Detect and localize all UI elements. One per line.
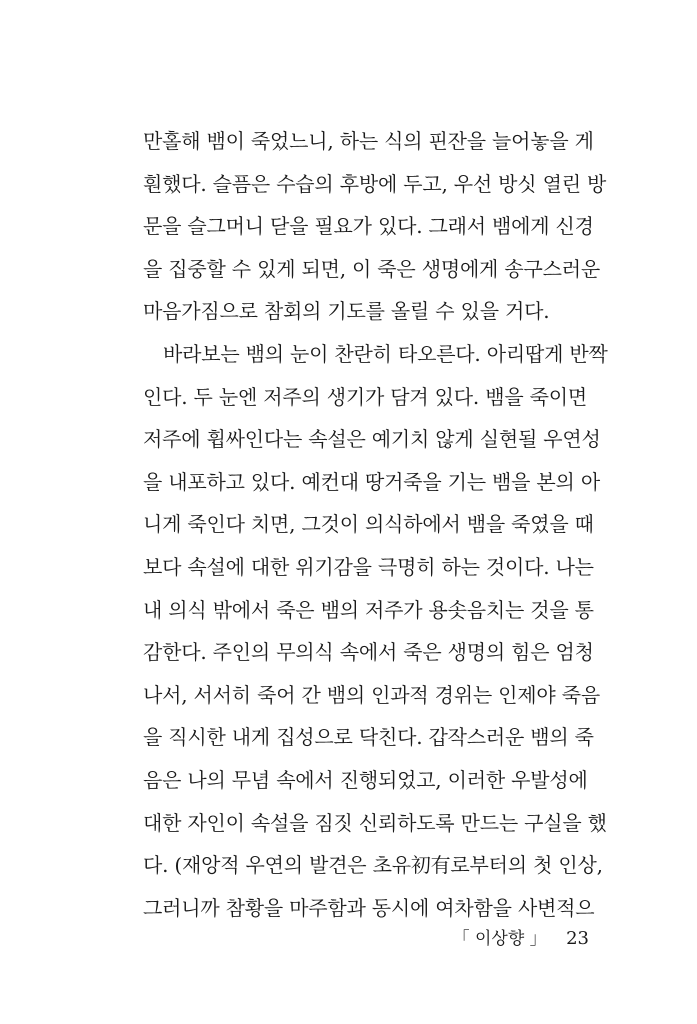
text-line: 내 의식 밖에서 죽은 뱀의 저주가 용솟음치는 것을 통 xyxy=(143,597,594,622)
text-line: 그러니까 참황을 마주함과 동시에 여차함을 사변적으 xyxy=(143,895,595,920)
text-line: 문을 슬그머니 닫을 필요가 있다. 그래서 뱀에게 신경 xyxy=(143,214,594,239)
text-line: 인다. 두 눈엔 저주의 생기가 담겨 있다. 뱀을 죽이면 xyxy=(143,384,587,409)
page-footer xyxy=(453,924,589,949)
body-text xyxy=(143,120,608,929)
text-line: 바라보는 뱀의 눈이 찬란히 타오른다. 아리땁게 반짝 xyxy=(163,341,608,366)
text-line: 만홀해 뱀이 죽었느니, 하는 식의 핀잔을 늘어놓을 게 xyxy=(143,129,594,153)
text-line: 다. (재앙적 우연의 발견은 초유初有로부터의 첫 인상, xyxy=(143,853,603,878)
text-line: 나서, 서서히 죽어 간 뱀의 인과적 경위는 인제야 죽음 xyxy=(143,682,600,707)
text-line: 음은 나의 무념 속에서 진행되었고, 이러한 우발성에 xyxy=(143,767,588,792)
running-title: 「 이상향 」 xyxy=(452,929,547,949)
text-line: 보다 속설에 대한 위기감을 극명히 하는 것이다. 나는 xyxy=(143,554,594,579)
text-line: 니게 죽인다 치면, 그것이 의식하에서 뱀을 죽였을 때 xyxy=(143,512,594,537)
text-line: 감한다. 주인의 무의식 속에서 죽은 생명의 힘은 엄청 xyxy=(143,640,594,665)
text-line: 저주에 휩싸인다는 속설은 예기치 않게 실현될 우연성 xyxy=(143,427,601,452)
text-line: 훤했다. 슬픔은 수습의 후방에 두고, 우선 방싯 열린 방 xyxy=(143,171,607,196)
text-line: 을 직시한 내게 집성으로 닥친다. 갑작스러운 뱀의 죽 xyxy=(143,725,594,750)
text-line: 대한 자인이 속설을 짐짓 신뢰하도록 만드는 구실을 했 xyxy=(143,810,607,835)
text-line: 을 내포하고 있다. 예컨대 땅거죽을 기는 뱀을 본의 아 xyxy=(143,469,600,494)
page-number: 23 xyxy=(566,928,589,949)
text-line: 마음가짐으로 참회의 기도를 올릴 수 있을 거다. xyxy=(143,299,550,324)
text-line: 을 집중할 수 있게 되면, 이 죽은 생명에게 송구스러운 xyxy=(143,256,600,281)
